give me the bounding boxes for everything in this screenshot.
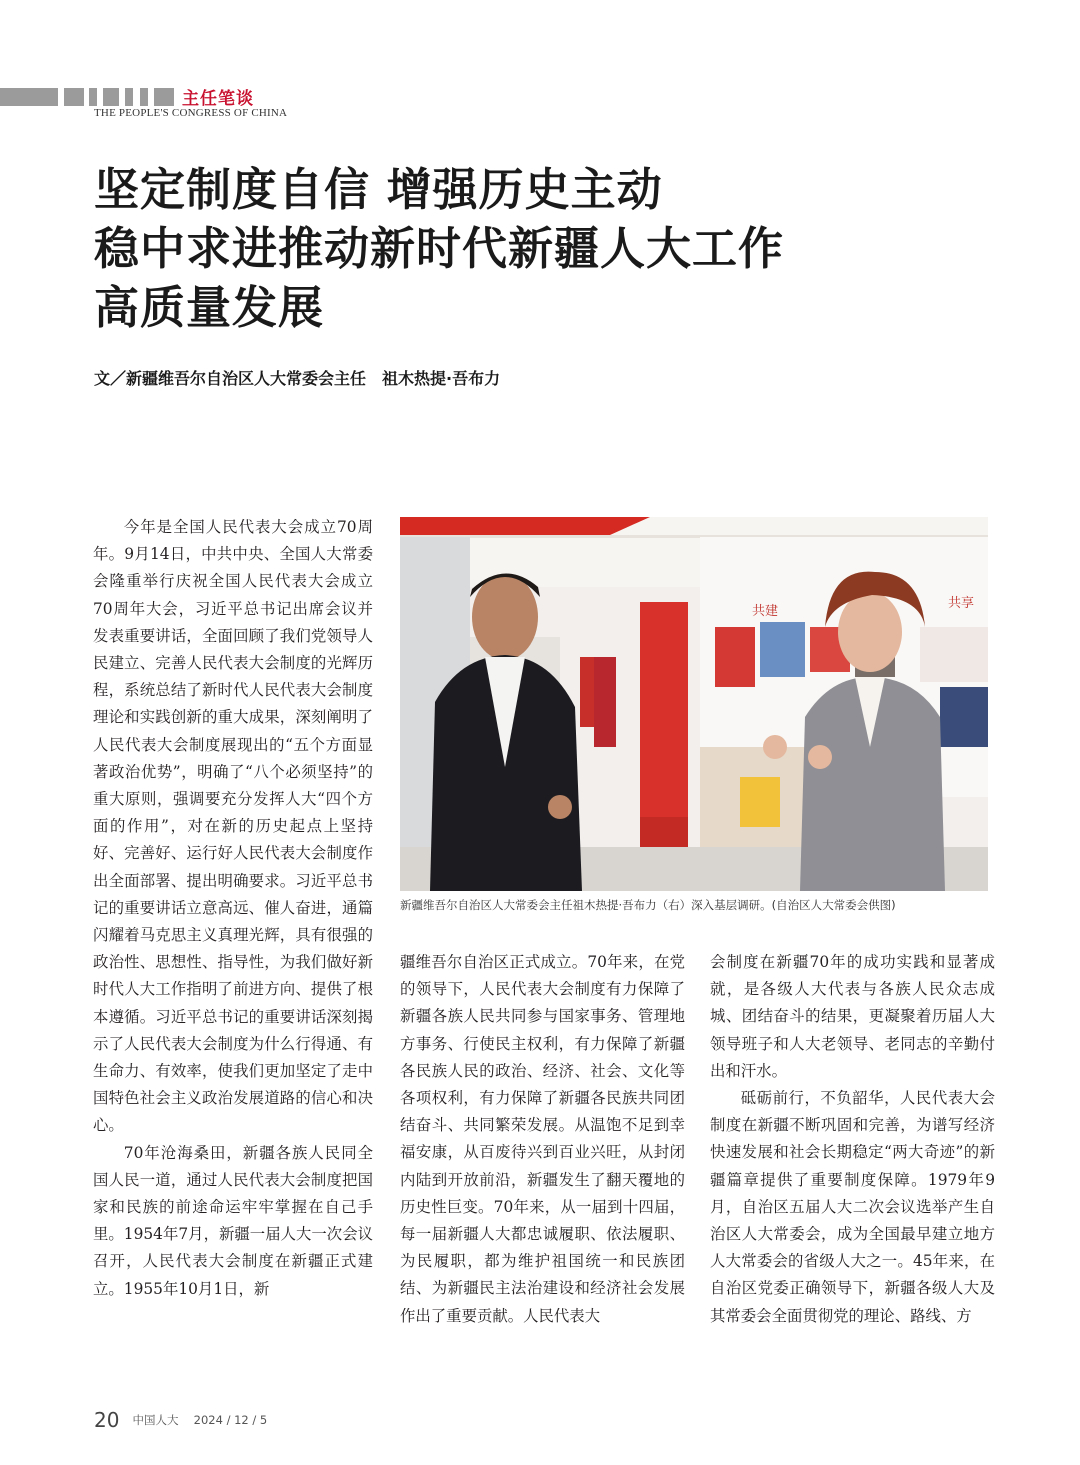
article-title xyxy=(94,160,994,337)
paragraph: 今年是全国人民代表大会成立70周年。9月14日，中共中央、全国人大常委会隆重举行庆祝全国人民代表大会成立70周年大会，习近平总书记出席会议并发表重要讲话，全面回顾了我们党领导人民建立、完善人民代表大会制度的光辉历程，系统总结了新时代人民代表大会制度理论和实践创新的重大成果，深刻阐明了人民代表大会制度展现出的“五个方面显著政治优势”，明确了“八个必须坚持”的重大原则，强调要充分发挥人大“四个方面的作用”，对在新的历史起点上坚持好、完善好、运行好人民代表大会制度作出全面部署、提出明确要求。习近平总书记的重要讲话立意高远、催人奋进，通篇闪耀着马克思主义真理光辉，具有很强的政治性、思想性、指导性，为我们做好新时代人大工作指明了前进方向、提供了根本遵循。习近平总书记的重要讲话深刻揭示了人民代表大会制度为什么行得通、有生命力、有效率，使我们更加坚定了走中国特色社会主义政治发展道路的信心和决心。 xyxy=(93,518,373,1135)
body-column-3 xyxy=(710,949,995,1330)
title-line-2: 稳中求进推动新时代新疆人大工作 xyxy=(94,222,785,275)
page-number: 20 xyxy=(94,1408,120,1432)
article-photo xyxy=(400,517,988,891)
paragraph: 会制度在新疆70年的成功实践和显著成就，是各级人大代表与各族人民众志成城、团结奋斗的结果，更凝聚着历届人大领导班子和人大老领导、老同志的辛勤付出和汗水。 xyxy=(710,953,995,1080)
body-column-2 xyxy=(400,949,685,1330)
title-line-3: 高质量发展 xyxy=(94,281,325,334)
byline: 文／新疆维吾尔自治区人大常委会主任 祖木热提·吾布力 xyxy=(94,369,501,388)
wall-text-right: 共享 xyxy=(948,596,975,611)
section-title: 主任笔谈 xyxy=(182,89,254,109)
masthead: THE PEOPLE'S CONGRESS OF CHINA xyxy=(94,107,288,119)
page-footer xyxy=(94,1408,277,1432)
wall-text-left: 共建 xyxy=(752,604,779,619)
body-column-1 xyxy=(93,514,373,1303)
issue-info: 2024 / 12 / 5 xyxy=(193,1413,268,1427)
paragraph: 砥砺前行，不负韶华，人民代表大会制度在新疆不断巩固和完善，为谱写经济快速发展和社会长期稳定“两大奇迹”的新疆篇章提供了重要制度保障。1979年9月，自治区五届人大二次会议选举产生自治区人大常委会，成为全国最早建立地方人大常委会的省级人大之一。45年来，在自治区党委正确领导下，新疆各级人大及其常委会全面贯彻党的理论、路线、方 xyxy=(710,1089,995,1325)
title-line-1: 坚定制度自信 增强历史主动 xyxy=(94,163,663,216)
magazine-name: 中国人大 xyxy=(132,1413,179,1427)
header-decoration-bars xyxy=(0,88,180,106)
paragraph: 疆维吾尔自治区正式成立。70年来，在党的领导下，人民代表大会制度有力保障了新疆各族人民共同参与国家事务、管理地方事务、行使民主权利，有力保障了新疆各民族人民的政治、经济、社会、文化等各项权利，有力保障了新疆各民族共同团结奋斗、共同繁荣发展。从温饱不足到幸福安康，从百废待兴到百业兴旺，从封闭内陆到开放前沿，新疆发生了翻天覆地的历史性巨变。70年来，从一届到十四届，每一届新疆人大都忠诚履职、依法履职、为民履职，都为维护祖国统一和民族团结、为新疆民主法治建设和经济社会发展作出了重要贡献。人民代表大 xyxy=(400,953,685,1325)
paragraph: 70年沧海桑田，新疆各族人民同全国人民一道，通过人民代表大会制度把国家和民族的前途命运牢牢掌握在自己手里。1954年7月，新疆一届人大一次会议召开，人民代表大会制度在新疆正式建立。1955年10月1日，新 xyxy=(93,1143,373,1298)
photo-caption: 新疆维吾尔自治区人大常委会主任祖木热提·吾布力（右）深入基层调研。(自治区人大常委会供图) xyxy=(400,898,896,912)
